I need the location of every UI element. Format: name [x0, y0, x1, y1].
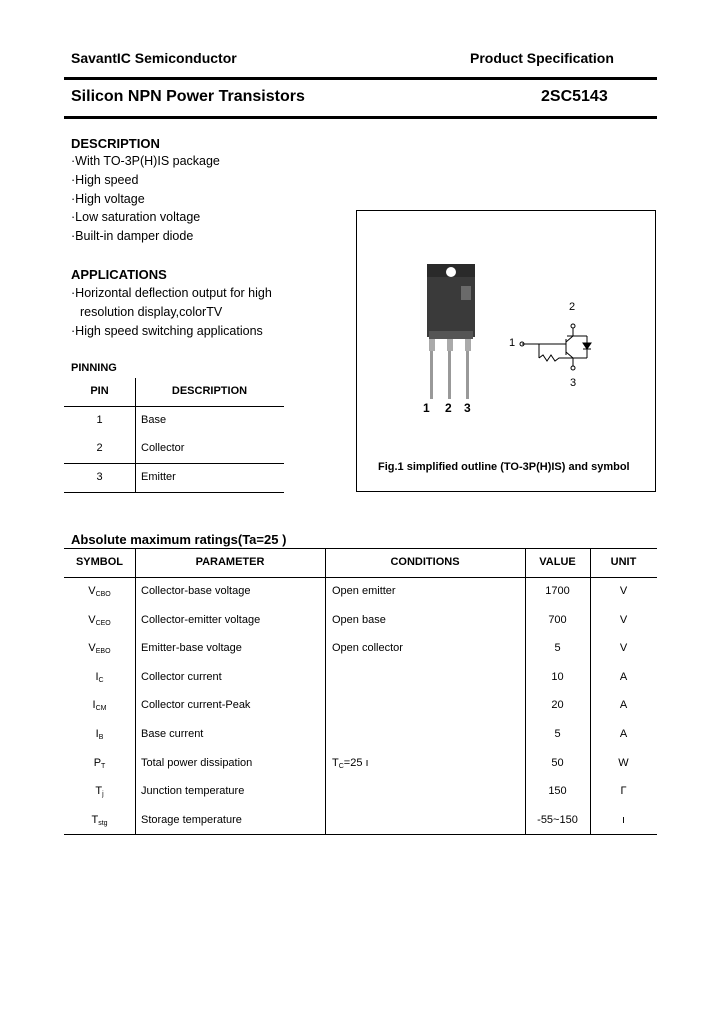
value-cell: 150	[548, 785, 567, 797]
unit-cell: A	[619, 699, 628, 711]
value-cell: -55~150	[537, 814, 578, 826]
package-outline-image	[357, 211, 655, 491]
col-symbol: SYMBOL	[75, 556, 124, 568]
pin-number: 2	[96, 442, 103, 454]
list-item: ·Horizontal deflection output for high	[71, 286, 272, 300]
list-item: ·High voltage	[71, 191, 145, 206]
value-cell: 5	[554, 642, 561, 654]
ratings-heading: Absolute maximum ratings(Ta=25 )	[71, 532, 287, 547]
symbol-cell: $V_{CBO}$	[88, 585, 111, 598]
list-item: ·High speed	[71, 172, 139, 187]
unit-cell: A	[619, 671, 628, 683]
symbol-cell: $V_{EBO}$	[88, 642, 111, 655]
pin-desc: Emitter	[141, 471, 176, 483]
unit-cell: V	[619, 585, 628, 597]
ratings-col-divider	[325, 548, 326, 834]
header-rule-top	[64, 77, 657, 80]
parameter-cell: Collector-base voltage	[141, 585, 251, 597]
figure-box	[356, 210, 656, 492]
pin-number: 1	[96, 414, 103, 426]
applications-heading: APPLICATIONS	[71, 267, 167, 282]
list-item: resolution display,colorTV	[80, 304, 223, 319]
unit-cell: Γ	[620, 785, 627, 797]
symbol-pin-emitter: 3	[570, 377, 577, 389]
pin-desc-col-header: DESCRIPTION	[171, 385, 248, 397]
company-name: SavantIC Semiconductor	[71, 50, 237, 66]
parameter-cell: Base current	[141, 728, 204, 740]
doc-type: Product Specification	[470, 50, 614, 66]
conditions-cell: Open emitter	[332, 585, 396, 597]
parameter-cell: Collector current-Peak	[141, 699, 251, 711]
list-item: ·Low saturation voltage	[71, 210, 201, 225]
col-conditions: CONDITIONS	[390, 556, 460, 568]
pin-number: 3	[96, 471, 103, 483]
unit-cell: W	[618, 757, 629, 769]
col-value: VALUE	[539, 556, 576, 568]
value-cell: 10	[551, 671, 564, 683]
value-cell: 50	[551, 757, 564, 769]
header-rule-bottom	[64, 116, 657, 119]
symbol-cell: $I_C$	[95, 671, 104, 684]
pin-col-header: PIN	[90, 385, 109, 397]
symbol-cell: $P_T$	[93, 757, 106, 770]
product-line: Silicon NPN Power Transistors	[71, 88, 305, 105]
parameter-cell: Total power dissipation	[141, 757, 253, 769]
transistor-symbol	[520, 324, 591, 370]
pin-table-rule	[64, 463, 284, 464]
symbol-cell: $V_{CEO}$	[88, 614, 111, 627]
conditions-cell: Open collector	[332, 642, 403, 654]
symbol-cell: $T_j$	[95, 785, 104, 798]
pinning-heading: PINNING	[71, 362, 117, 374]
unit-cell: A	[619, 728, 628, 740]
value-cell: 5	[554, 728, 561, 740]
lead-label-3: 3	[464, 401, 471, 415]
parameter-cell: Collector-emitter voltage	[141, 614, 261, 626]
parameter-cell: Storage temperature	[141, 814, 242, 826]
list-item: ·Built-in damper diode	[71, 229, 194, 244]
ratings-rule-bottom	[64, 834, 657, 835]
parameter-cell: Collector current	[141, 671, 222, 683]
ratings-rule-header	[64, 577, 657, 578]
symbol-cell: $I_{CM}$	[92, 699, 107, 712]
symbol-cell: $T_{stg}$	[91, 814, 108, 827]
ratings-rule-top	[64, 548, 657, 549]
pin-table-rule	[64, 406, 284, 407]
value-cell: 20	[551, 699, 564, 711]
parameter-cell: Emitter-base voltage	[141, 642, 242, 654]
unit-cell: V	[619, 642, 628, 654]
symbol-cell: $I_B$	[95, 728, 104, 741]
conditions-cell: Open base	[332, 614, 386, 626]
pin-table-rule	[64, 492, 284, 493]
unit-cell: ı	[621, 814, 626, 826]
pin-desc: Base	[141, 414, 167, 426]
figure-caption: Fig.1 simplified outline (TO-3P(H)IS) and symbol	[378, 461, 630, 473]
lead-label-1: 1	[423, 401, 430, 415]
col-unit: UNIT	[610, 556, 637, 568]
pin-table-divider	[135, 378, 136, 492]
parameter-cell: Junction temperature	[141, 785, 245, 797]
symbol-pin-collector: 2	[569, 301, 576, 313]
ratings-col-divider	[135, 548, 136, 834]
value-cell: 1700	[545, 585, 570, 597]
description-heading: DESCRIPTION	[71, 136, 160, 151]
col-parameter: PARAMETER	[195, 556, 265, 568]
value-cell: 700	[548, 614, 567, 626]
lead-label-2: 2	[445, 401, 452, 415]
pin-desc: Collector	[141, 442, 185, 454]
unit-cell: V	[619, 614, 628, 626]
list-item: ·With TO-3P(H)IS package	[71, 154, 220, 168]
part-number: 2SC5143	[541, 88, 608, 105]
description-list	[71, 152, 220, 246]
conditions-cell: $T_C=25$ ı	[332, 757, 369, 770]
symbol-pin-base: 1	[509, 337, 516, 349]
applications-list	[71, 284, 272, 340]
list-item: ·High speed switching applications	[71, 323, 263, 338]
